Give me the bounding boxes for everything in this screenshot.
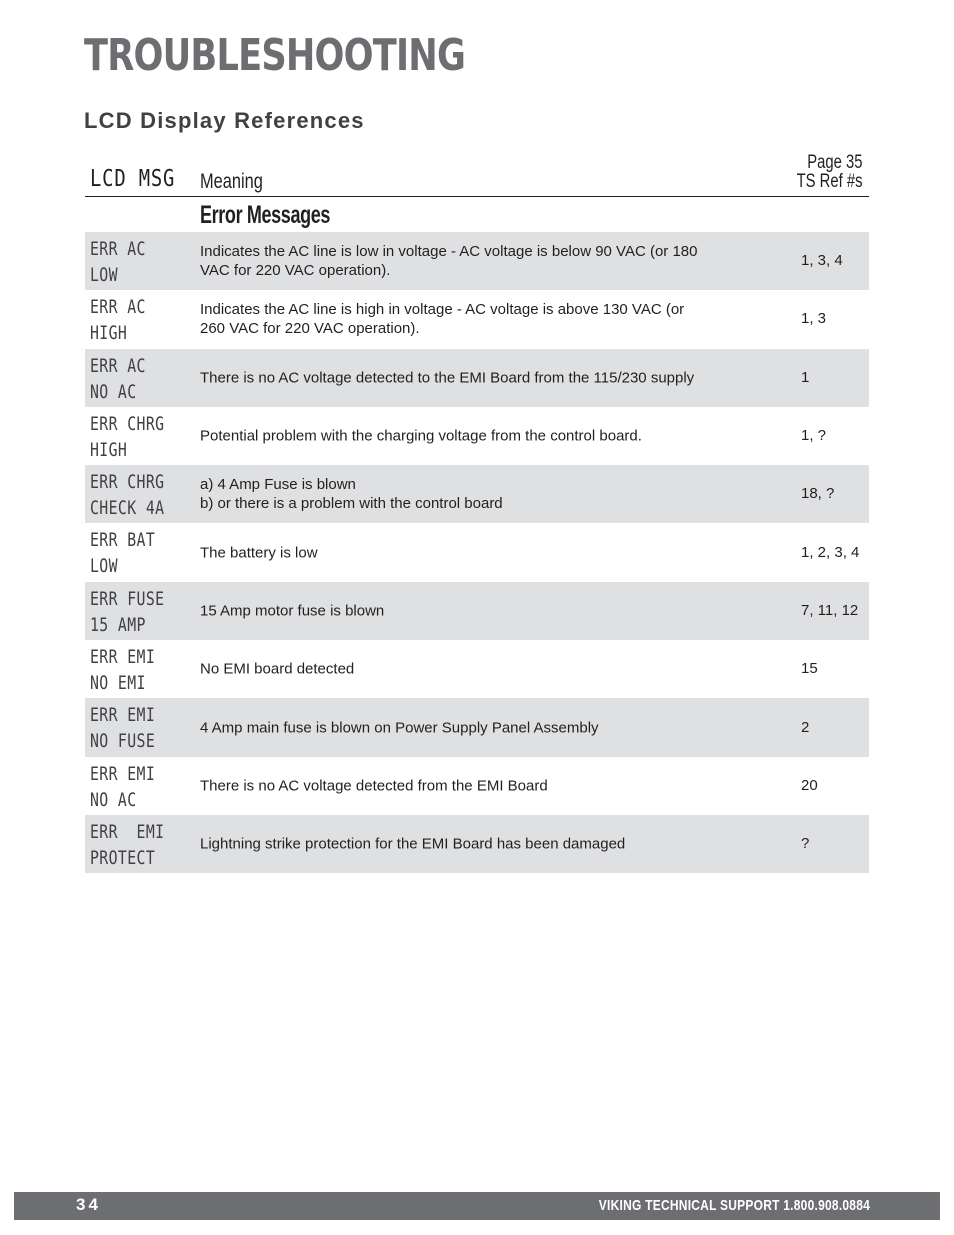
lcd-line: NO FUSE [90,730,156,753]
meaning-line: Indicates the AC line is high in voltage - AC voltage is above 130 VAC (or [200,301,685,319]
meaning-line: There is no AC voltage detected to the EMI Board from the 115/230 supply [200,369,695,387]
meaning-line: There is no AC voltage detected from the EMI Board [200,777,548,795]
table-row [85,349,869,407]
lcd-message [90,294,172,346]
meaning-line: 15 Amp motor fuse is blown [200,602,385,620]
table-body [85,232,869,873]
meaning-line: 4 Amp main fuse is blown on Power Supply Panel Assembly [200,719,599,737]
page-number: 34 [76,1195,101,1214]
table-row [85,815,869,873]
meaning-cell [200,718,790,737]
meaning-cell [200,242,790,280]
table-row [85,232,869,290]
lcd-message [90,702,172,754]
ref-cell: 7, 11, 12 [801,601,859,619]
ref-cell: 1, 3, 4 [801,252,843,270]
lcd-line: NO EMI [90,672,146,695]
lcd-line: ERR AC [90,238,146,260]
ref-cell: 20 [801,776,818,794]
lcd-line: ERR AC [90,296,146,319]
group-row [85,197,869,232]
table-header [85,150,869,197]
meaning-line: a) 4 Amp Fuse is blown [200,476,356,494]
meaning-cell [200,776,790,795]
lcd-reference-table [85,150,869,873]
lcd-line: PROTECT [90,846,156,869]
header-meaning: Meaning [200,170,263,193]
lcd-line: ERR EMI [90,820,165,843]
footer-bar [14,1192,940,1220]
lcd-line: 15 AMP [90,613,146,636]
lcd-message [90,353,172,405]
lcd-message [90,586,172,638]
lcd-line: ERR EMI [90,704,156,727]
lcd-line: ERR CHRG [90,471,165,494]
meaning-cell [200,835,790,854]
meaning-cell [200,300,790,338]
lcd-message [90,411,172,463]
lcd-message [90,644,172,696]
table-row [85,640,869,698]
ref-cell: ? [801,835,810,853]
ref-cell: 2 [801,718,810,736]
header-ref-page: Page 35 [806,152,862,173]
meaning-line: 260 VAC for 220 VAC operation). [200,320,420,338]
ref-cell: 15 [801,660,818,678]
lcd-line: ERR CHRG [90,412,165,435]
lcd-line: CHECK 4A [90,497,165,520]
page-title: TROUBLESHOOTING [84,30,466,81]
lcd-line: LOW [90,264,118,286]
lcd-line: ERR AC [90,354,146,377]
ref-cell: 1, 3 [801,310,827,328]
header-lcd-msg: LCD MSG [90,166,176,192]
table-row [85,757,869,815]
meaning-line: No EMI board detected [200,660,355,678]
ref-cell: 18, ? [801,485,835,503]
lcd-line: ERR BAT [90,529,156,552]
lcd-line: HIGH [90,438,128,461]
lcd-line: LOW [90,555,118,578]
header-ref-ts: TS Ref #s [796,171,862,192]
lcd-line: NO AC [90,788,137,811]
lcd-message [90,469,172,521]
table-row [85,523,869,581]
lcd-message [90,761,172,813]
meaning-line: b) or there is a problem with the control board [200,495,503,513]
ref-cell: 1, 2, 3, 4 [801,543,860,561]
ref-cell: 1, ? [801,427,827,445]
lcd-message [90,527,172,579]
meaning-cell [200,475,790,513]
table-row [85,407,869,465]
meaning-cell [200,368,790,387]
lcd-line: ERR EMI [90,646,156,669]
meaning-cell [200,427,790,446]
lcd-message [90,819,172,871]
table-row [85,465,869,523]
table-row [85,698,869,756]
section-title: LCD Display References [84,108,365,133]
lcd-line: NO AC [90,380,137,403]
meaning-line: Lightning strike protection for the EMI Board has been damaged [200,835,626,853]
lcd-line: ERR EMI [90,762,156,785]
header-ref [796,153,862,191]
meaning-line: The battery is low [200,544,318,562]
meaning-cell [200,660,790,679]
meaning-line: Indicates the AC line is low in voltage - AC voltage is below 90 VAC (or 180 [200,243,698,261]
meaning-cell [200,543,790,562]
ref-cell: 1 [801,368,810,386]
meaning-line: VAC for 220 VAC operation). [200,262,391,280]
lcd-line: HIGH [90,322,128,345]
support-line: VIKING TECHNICAL SUPPORT 1.800.908.0884 [598,1197,870,1214]
meaning-cell [200,601,790,620]
table-row [85,582,869,640]
meaning-line: Potential problem with the charging voltage from the control board. [200,427,642,445]
table-row [85,290,869,348]
lcd-message [90,236,172,288]
lcd-line: ERR FUSE [90,587,165,610]
group-label-error-messages: Error Messages [200,201,331,229]
